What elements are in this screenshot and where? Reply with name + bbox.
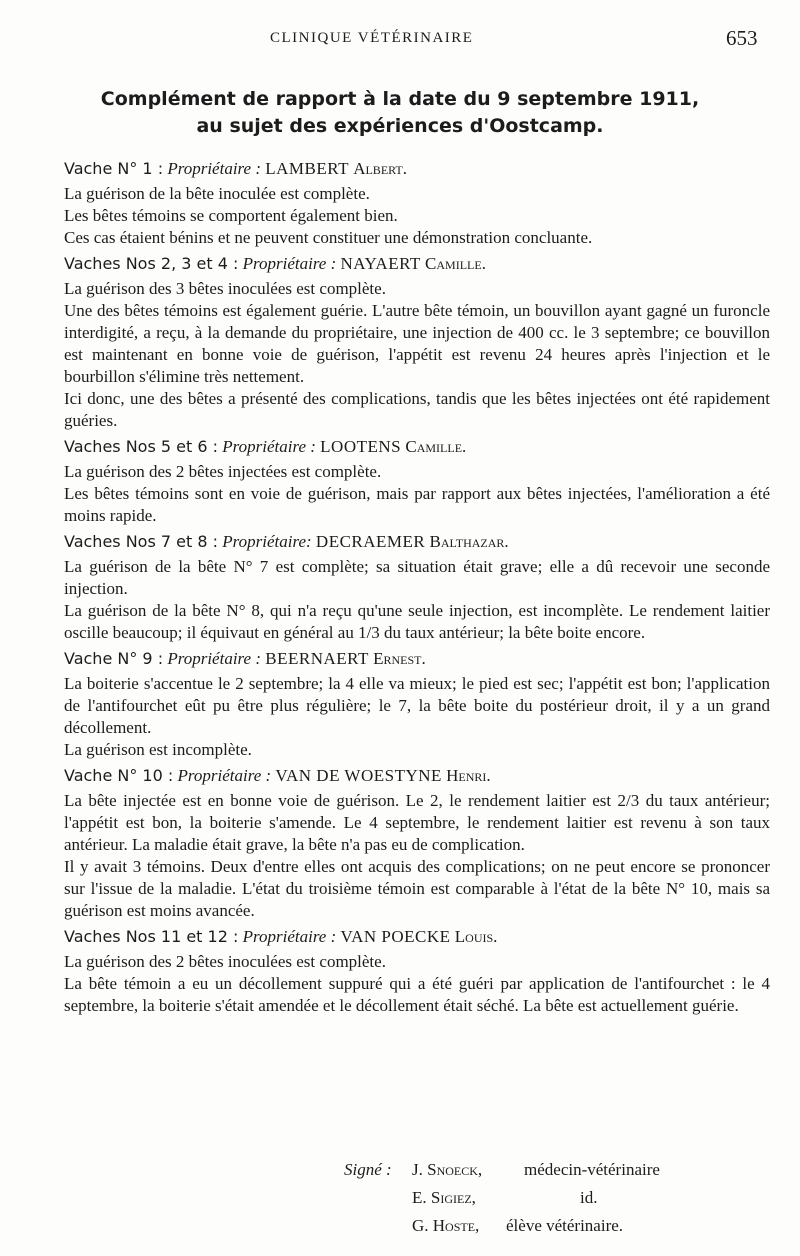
owner-role: Propriétaire : — [222, 437, 316, 456]
owner-role: Propriétaire : — [242, 927, 337, 946]
signer-surname: Sigiez, — [430, 1188, 476, 1207]
section-heading — [64, 436, 770, 458]
signer-surname: Hoste, — [432, 1216, 480, 1235]
paragraph: Ces cas étaient bénins et ne peuvent constituer une démonstration concluante. — [64, 228, 593, 247]
title-line-2: au sujet des expériences d'Oostcamp. — [196, 115, 604, 137]
paragraph: La guérison des 2 bêtes injectées est complète. — [64, 462, 382, 481]
signer-name — [412, 1156, 482, 1184]
section-vaches-5-6 — [64, 436, 770, 527]
signer-surname: Snoeck, — [427, 1160, 483, 1179]
section-heading — [64, 765, 770, 787]
owner-first-name: Camille. — [405, 437, 467, 456]
paragraph: Une des bêtes témoins est également guérie. L'autre bête témoin, un bouvillon ayant gagné un furoncle interdigité, a reçu, à la demande du propriétaire, une injection de 400 cc. le 3 septembre; ce bouvillon est maintenant en bonne voie de guérison, l'appétit est revenu 24 heures après l'injection et le bourbillon s'élimine très nettement. — [64, 301, 770, 386]
section-heading — [64, 926, 770, 948]
owner-last-name: VAN DE WOESTYNE — [275, 766, 442, 785]
owner-last-name: LOOTENS — [320, 437, 402, 456]
owner-role: Propriétaire : — [167, 649, 261, 668]
paragraph: La guérison de la bête N° 7 est complète; sa situation était grave; elle a dû recevoir une seconde injection. — [64, 557, 770, 598]
owner-last-name: NAYAERT — [340, 254, 421, 273]
signer-initial: G. — [412, 1216, 429, 1235]
signer-initial: E. — [412, 1188, 427, 1207]
owner-last-name: LAMBERT — [265, 159, 349, 178]
signer-role: élève vétérinaire. — [506, 1216, 624, 1235]
signer-name — [412, 1184, 476, 1212]
owner-first-name: Balthazar. — [429, 532, 509, 551]
section-vaches-2-3-4 — [64, 253, 770, 432]
section-vaches-7-8 — [64, 531, 770, 644]
paragraph: Il y avait 3 témoins. Deux d'entre elles ont acquis des complications; on ne peut encore se prononcer sur l'issue de la maladie. L'état du troisième témoin est comparable à l'état de la bête N° 10, mais sa guérison est moins avancée. — [64, 857, 770, 920]
owner-role: Propriétaire : — [177, 766, 272, 785]
section-heading — [64, 648, 770, 670]
owner-role: Propriétaire: — [222, 532, 312, 551]
paragraph: La guérison des 3 bêtes inoculées est complète. — [64, 279, 386, 298]
cow-number: Vaches Nos 11 et 12 : — [64, 927, 239, 946]
section-vache-9 — [64, 648, 770, 761]
cow-number: Vache N° 9 : — [64, 649, 164, 668]
section-heading — [64, 531, 770, 553]
cow-number: Vaches Nos 2, 3 et 4 : — [64, 254, 239, 273]
paragraph: La guérison de la bête inoculée est complète. — [64, 184, 370, 203]
paragraph: La bête injectée est en bonne voie de guérison. Le 2, le rendement laitier est 2/3 du taux antérieur; l'appétit est bon, la boiterie s'amende. Le 4 septembre, le rendement laitier est revenu à son taux antérieur. La maladie était grave, la bête n'a pas eu de complication. — [64, 791, 770, 854]
paragraph: Les bêtes témoins sont en voie de guérison, mais par rapport aux bêtes injectées, l'amélioration a été moins rapide. — [64, 484, 770, 525]
owner-first-name: Henri. — [446, 766, 491, 785]
cow-number: Vaches Nos 5 et 6 : — [64, 437, 219, 456]
section-heading — [64, 158, 770, 180]
running-title: CLINIQUE VÉTÉRINAIRE — [270, 30, 474, 46]
section-vaches-11-12 — [64, 926, 770, 1017]
section-vache-1 — [64, 158, 770, 249]
owner-first-name: Louis. — [454, 927, 498, 946]
signer-name — [412, 1212, 479, 1240]
paragraph: La guérison est incomplète. — [64, 740, 252, 759]
paragraph: Les bêtes témoins se comportent également bien. — [64, 206, 398, 225]
signer-role: médecin-vétérinaire — [524, 1160, 660, 1179]
paragraph: La guérison de la bête N° 8, qui n'a reçu qu'une seule injection, est incomplète. Le rendement laitier oscille beaucoup; il équivaut en général au 1/3 du taux antérieur; la bête boite encore. — [64, 601, 770, 642]
signature-label: Signé : — [344, 1160, 392, 1179]
cow-number: Vaches Nos 7 et 8 : — [64, 532, 219, 551]
cow-number: Vache N° 1 : — [64, 159, 164, 178]
report-body — [64, 158, 770, 1017]
signer-role: id. — [580, 1188, 598, 1207]
cow-number: Vache N° 10 : — [64, 766, 174, 785]
signer-initial: J. — [412, 1160, 423, 1179]
report-title — [40, 86, 760, 140]
paragraph: La boiterie s'accentue le 2 septembre; la 4 elle va mieux; le pied est sec; l'appétit est bon; l'application de l'antifourchet eût pu être plus régulière; le 7, la bête boite du postérieur droit, il y a un grand décollement. — [64, 674, 770, 737]
owner-role: Propriétaire : — [242, 254, 337, 273]
running-head — [0, 26, 800, 54]
owner-first-name: Camille. — [425, 254, 486, 273]
owner-last-name: DECRAEMER — [315, 532, 426, 551]
owner-first-name: Albert. — [353, 159, 408, 178]
owner-role: Propriétaire : — [167, 159, 261, 178]
owner-first-name: Ernest. — [373, 649, 426, 668]
paragraph: Ici donc, une des bêtes a présenté des complications, tandis que les bêtes injectées ont été rapidement guéries. — [64, 389, 770, 430]
owner-last-name: BEERNAERT — [265, 649, 369, 668]
title-line-1: Complément de rapport à la date du 9 septembre 1911, — [100, 88, 700, 110]
paragraph: La guérison des 2 bêtes inoculées est complète. — [64, 952, 386, 971]
paragraph: La bête témoin a eu un décollement suppuré qui a été guéri par application de l'antifourchet : le 4 septembre, la boiterie s'était amendée et le décollement était séché. La bête est actuellement guérie. — [64, 974, 770, 1015]
section-heading — [64, 253, 770, 275]
page-number: 653 — [726, 26, 758, 50]
section-vache-10 — [64, 765, 770, 922]
owner-last-name: VAN POECKE — [340, 927, 451, 946]
